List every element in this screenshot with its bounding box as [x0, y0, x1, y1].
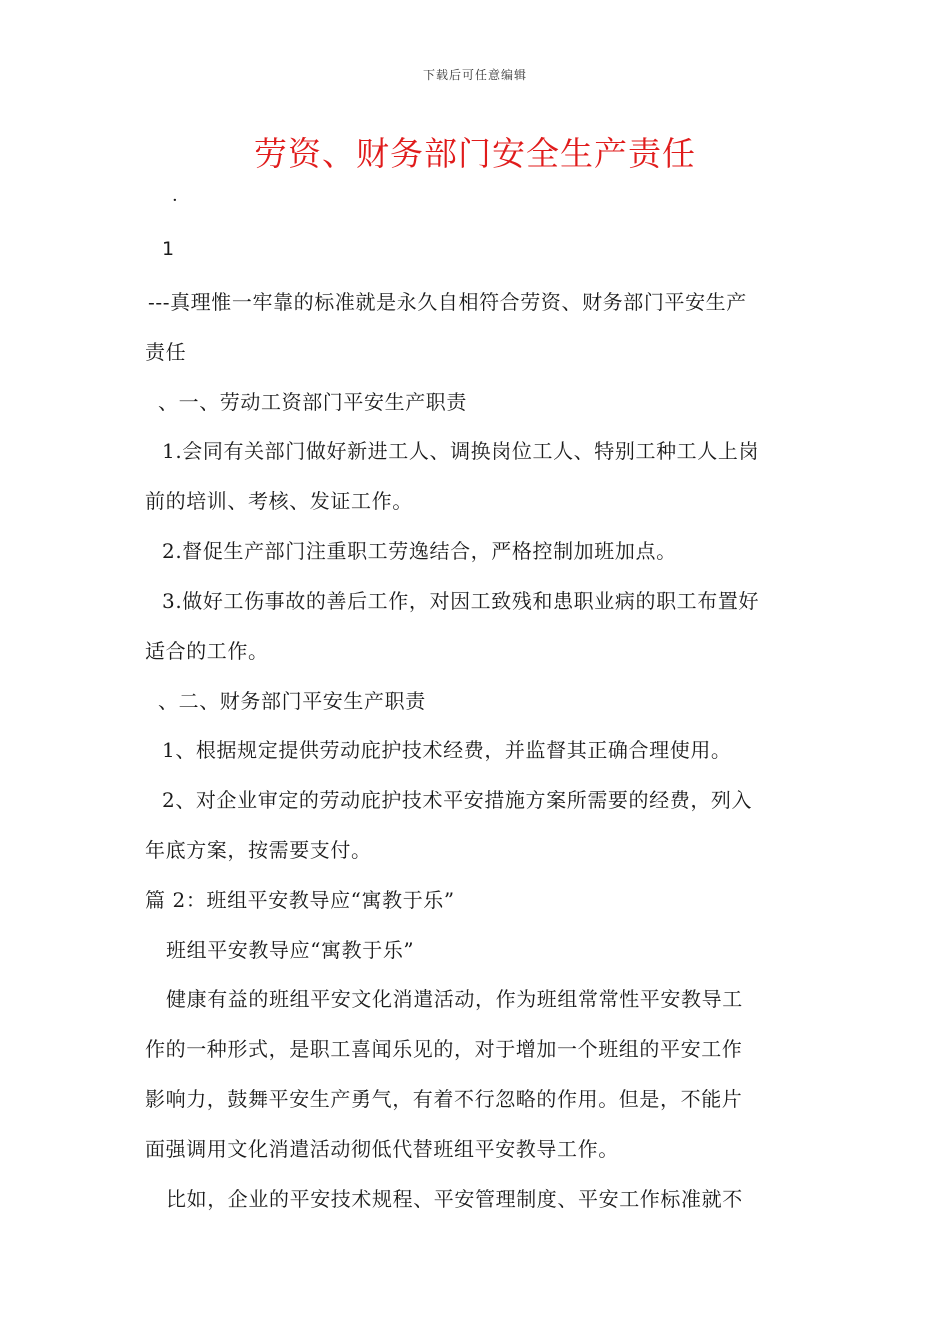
body-line: ---真理惟一牢靠的标准就是永久自相符合劳资、财务部门平安生产 [148, 290, 747, 314]
body-line: 面强调用文化消遣活动彻低代替班组平安教导工作。 [145, 1137, 619, 1161]
body-line: 比如，企业的平安技术规程、平安管理制度、平安工作标准就不 [166, 1187, 743, 1211]
section-heading: 、一、劳动工资部门平安生产职责 [158, 390, 467, 414]
body-line: 2、对企业审定的劳动庇护技术平安措施方案所需要的经费，列入 [162, 788, 753, 812]
article-subheading: 班组平安教导应“寓教于乐” [166, 938, 415, 962]
body-line: 健康有益的班组平安文化消遣活动，作为班组常常性平安教导工 [166, 987, 743, 1011]
body-line: 2.督促生产部门注重职工劳逸结合，严格控制加班加点。 [162, 539, 677, 563]
article-heading: 篇 2：班组平安教导应“寓教于乐” [145, 888, 455, 912]
body-line: 年底方案，按需要支付。 [145, 838, 372, 862]
body-line: 前的培训、考核、发证工作。 [145, 489, 413, 513]
section-heading: 、二、财务部门平安生产职责 [158, 689, 426, 713]
page-title: 劳资、财务部门安全生产责任 [254, 134, 696, 173]
dot-mark: · [172, 190, 178, 211]
page-number: 1 [162, 238, 175, 260]
body-line: 影响力，鼓舞平安生产勇气，有着不行忽略的作用。但是，不能片 [145, 1087, 743, 1111]
header-note: 下载后可任意编辑 [422, 68, 527, 82]
body-line: 1.会同有关部门做好新进工人、调换岗位工人、特别工种工人上岗 [162, 439, 760, 463]
body-line: 适合的工作。 [145, 639, 269, 663]
body-line: 1、根据规定提供劳动庇护技术经费，并监督其正确合理使用。 [162, 738, 732, 762]
body-line: 责任 [145, 340, 187, 364]
body-line: 作的一种形式，是职工喜闻乐见的，对于增加一个班组的平安工作 [145, 1037, 743, 1061]
body-line: 3.做好工伤事故的善后工作，对因工致残和患职业病的职工布置好 [162, 589, 760, 613]
